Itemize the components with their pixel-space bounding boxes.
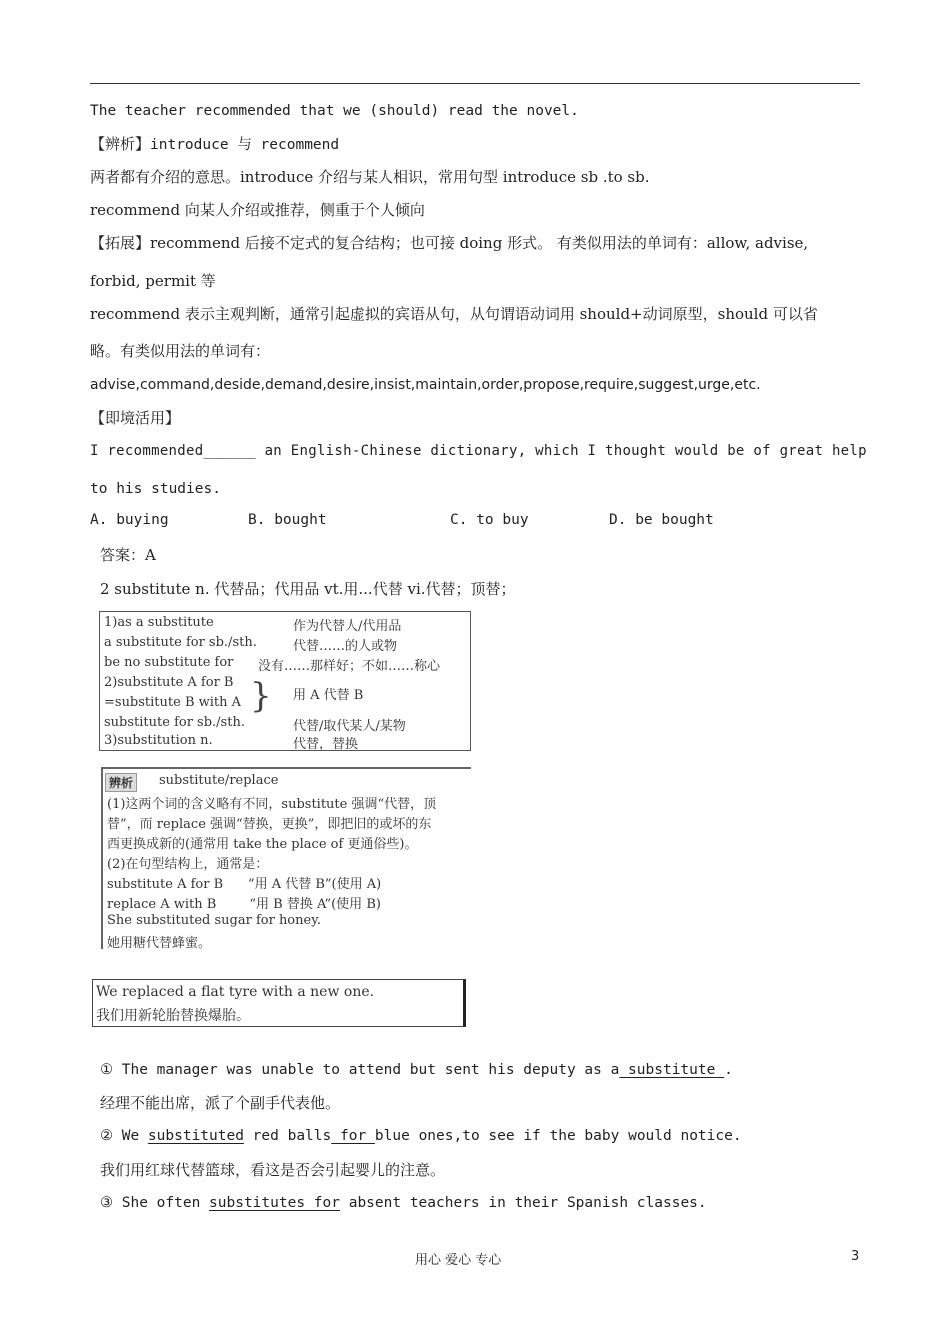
exercise-question: to his studies. xyxy=(90,481,221,497)
analysis-line: replace A with B “用 B 替换 A”(使用 B) xyxy=(107,897,381,912)
text-line: 略。有类似用法的单词有： xyxy=(90,342,271,360)
example-en: We replaced a flat tyre with a new one. xyxy=(96,984,375,1000)
example-translation: 我们用红球代替篮球，看这是否会引起婴儿的注意。 xyxy=(100,1161,446,1179)
word-list: advise,command,deside,demand,desire,insist,maintain,order,propose,require,suggest,urge,etc. xyxy=(90,377,761,393)
text-line: recommend 表示主观判断，通常引起虚拟的宾语从句，从句谓语动词用 should+动词原型，should 可以省 xyxy=(90,305,818,323)
table-cell: =substitute B with A xyxy=(104,695,242,710)
table-cell: 代替/取代某人/某物 xyxy=(293,719,406,734)
analysis-line: 西更换成新的(通常用 take the place of 更通俗些)。 xyxy=(107,837,418,852)
table-cell: 3)substitution n. xyxy=(104,733,213,748)
text-line: forbid, permit 等 xyxy=(90,272,216,290)
option-c: C. to buy xyxy=(450,512,529,528)
table-cell: be no substitute for xyxy=(104,655,234,670)
analysis-line: (2)在句型结构上，通常是： xyxy=(107,857,269,872)
table-cell: 2)substitute A for B xyxy=(104,675,234,690)
option-a: A. buying xyxy=(90,512,169,528)
section-heading: 【辨析】 xyxy=(90,135,151,153)
example-sentence: ② We substituted red balls for blue ones,to see if the baby would notice. xyxy=(100,1128,742,1144)
table-cell: 用 A 代替 B xyxy=(293,688,364,703)
option-b: B. bought xyxy=(248,512,327,528)
text-line: 两者都有介绍的意思。introduce 介绍与某人相识，常用句型 introduce sb .to sb. xyxy=(90,168,650,186)
analysis-line: She substituted sugar for honey. xyxy=(107,913,321,928)
table-cell: a substitute for sb./sth. xyxy=(104,635,257,650)
answer-blank: substitutes for xyxy=(209,1195,340,1211)
text-line: 【辨析】introduce 与 recommend xyxy=(90,135,340,153)
answer-blank: substitute xyxy=(619,1062,725,1078)
table-cell: 代替……的人或物 xyxy=(293,639,398,654)
table-cell: 代替，替换 xyxy=(293,737,359,752)
analysis-box xyxy=(101,767,471,949)
text-line: 【拓展】recommend 后接不定式的复合结构；也可接 doing 形式。 有类似用法的单词有：allow, advise, xyxy=(90,234,809,252)
analysis-line: 替”，而 replace 强调“替换，更换”，即把旧的或坏的东 xyxy=(107,817,432,832)
example-zh: 我们用新轮胎替换爆胎。 xyxy=(96,1008,250,1024)
table-cell: 没有……那样好；不如……称心 xyxy=(258,659,441,674)
table-cell: 1)as a substitute xyxy=(104,615,214,630)
example-translation: 经理不能出席，派了个副手代表他。 xyxy=(100,1094,341,1112)
exercise-question: I recommended______ an English-Chinese dictionary, which I thought would be of great help xyxy=(90,443,867,459)
table-cell: 作为代替人/代用品 xyxy=(293,619,402,634)
section-heading: 【拓展】 xyxy=(90,234,151,252)
answer: 答案：A xyxy=(100,546,156,564)
analysis-line: (1)这两个词的含义略有不同，substitute 强调“代替，顶 xyxy=(107,797,437,812)
text-line: The teacher recommended that we (should) read the novel. xyxy=(90,103,579,119)
example-box xyxy=(92,979,466,1027)
header-rule xyxy=(90,83,860,84)
text-line: recommend 向某人介绍或推荐，侧重于个人倾向 xyxy=(90,201,425,219)
analysis-title: substitute/replace xyxy=(159,773,279,788)
analysis-tag: 辨析 xyxy=(105,773,137,792)
page-number: 3 xyxy=(851,1249,860,1264)
example-sentence: ① The manager was unable to attend but sent his deputy as a substitute . xyxy=(100,1062,733,1078)
table-cell: substitute for sb./sth. xyxy=(104,715,245,730)
vocab-entry: 2 substitute n. 代替品；代用品 vt.用...代替 vi.代替；顶替； xyxy=(100,580,516,598)
answer-blank: substituted xyxy=(147,1128,244,1144)
page-footer: 用心 爱心 专心 xyxy=(415,1253,502,1268)
analysis-line: substitute A for B “用 A 代替 B”(使用 A) xyxy=(107,877,382,892)
answer-blank: for xyxy=(331,1128,375,1144)
example-sentence: ③ She often substitutes for absent teachers in their Spanish classes. xyxy=(100,1195,707,1211)
brace-icon: } xyxy=(250,676,272,716)
analysis-line: 她用糖代替蜂蜜。 xyxy=(107,936,212,951)
option-d: D. be bought xyxy=(609,512,714,528)
usage-table xyxy=(99,611,471,751)
section-heading: 【即境活用】 xyxy=(90,409,181,427)
